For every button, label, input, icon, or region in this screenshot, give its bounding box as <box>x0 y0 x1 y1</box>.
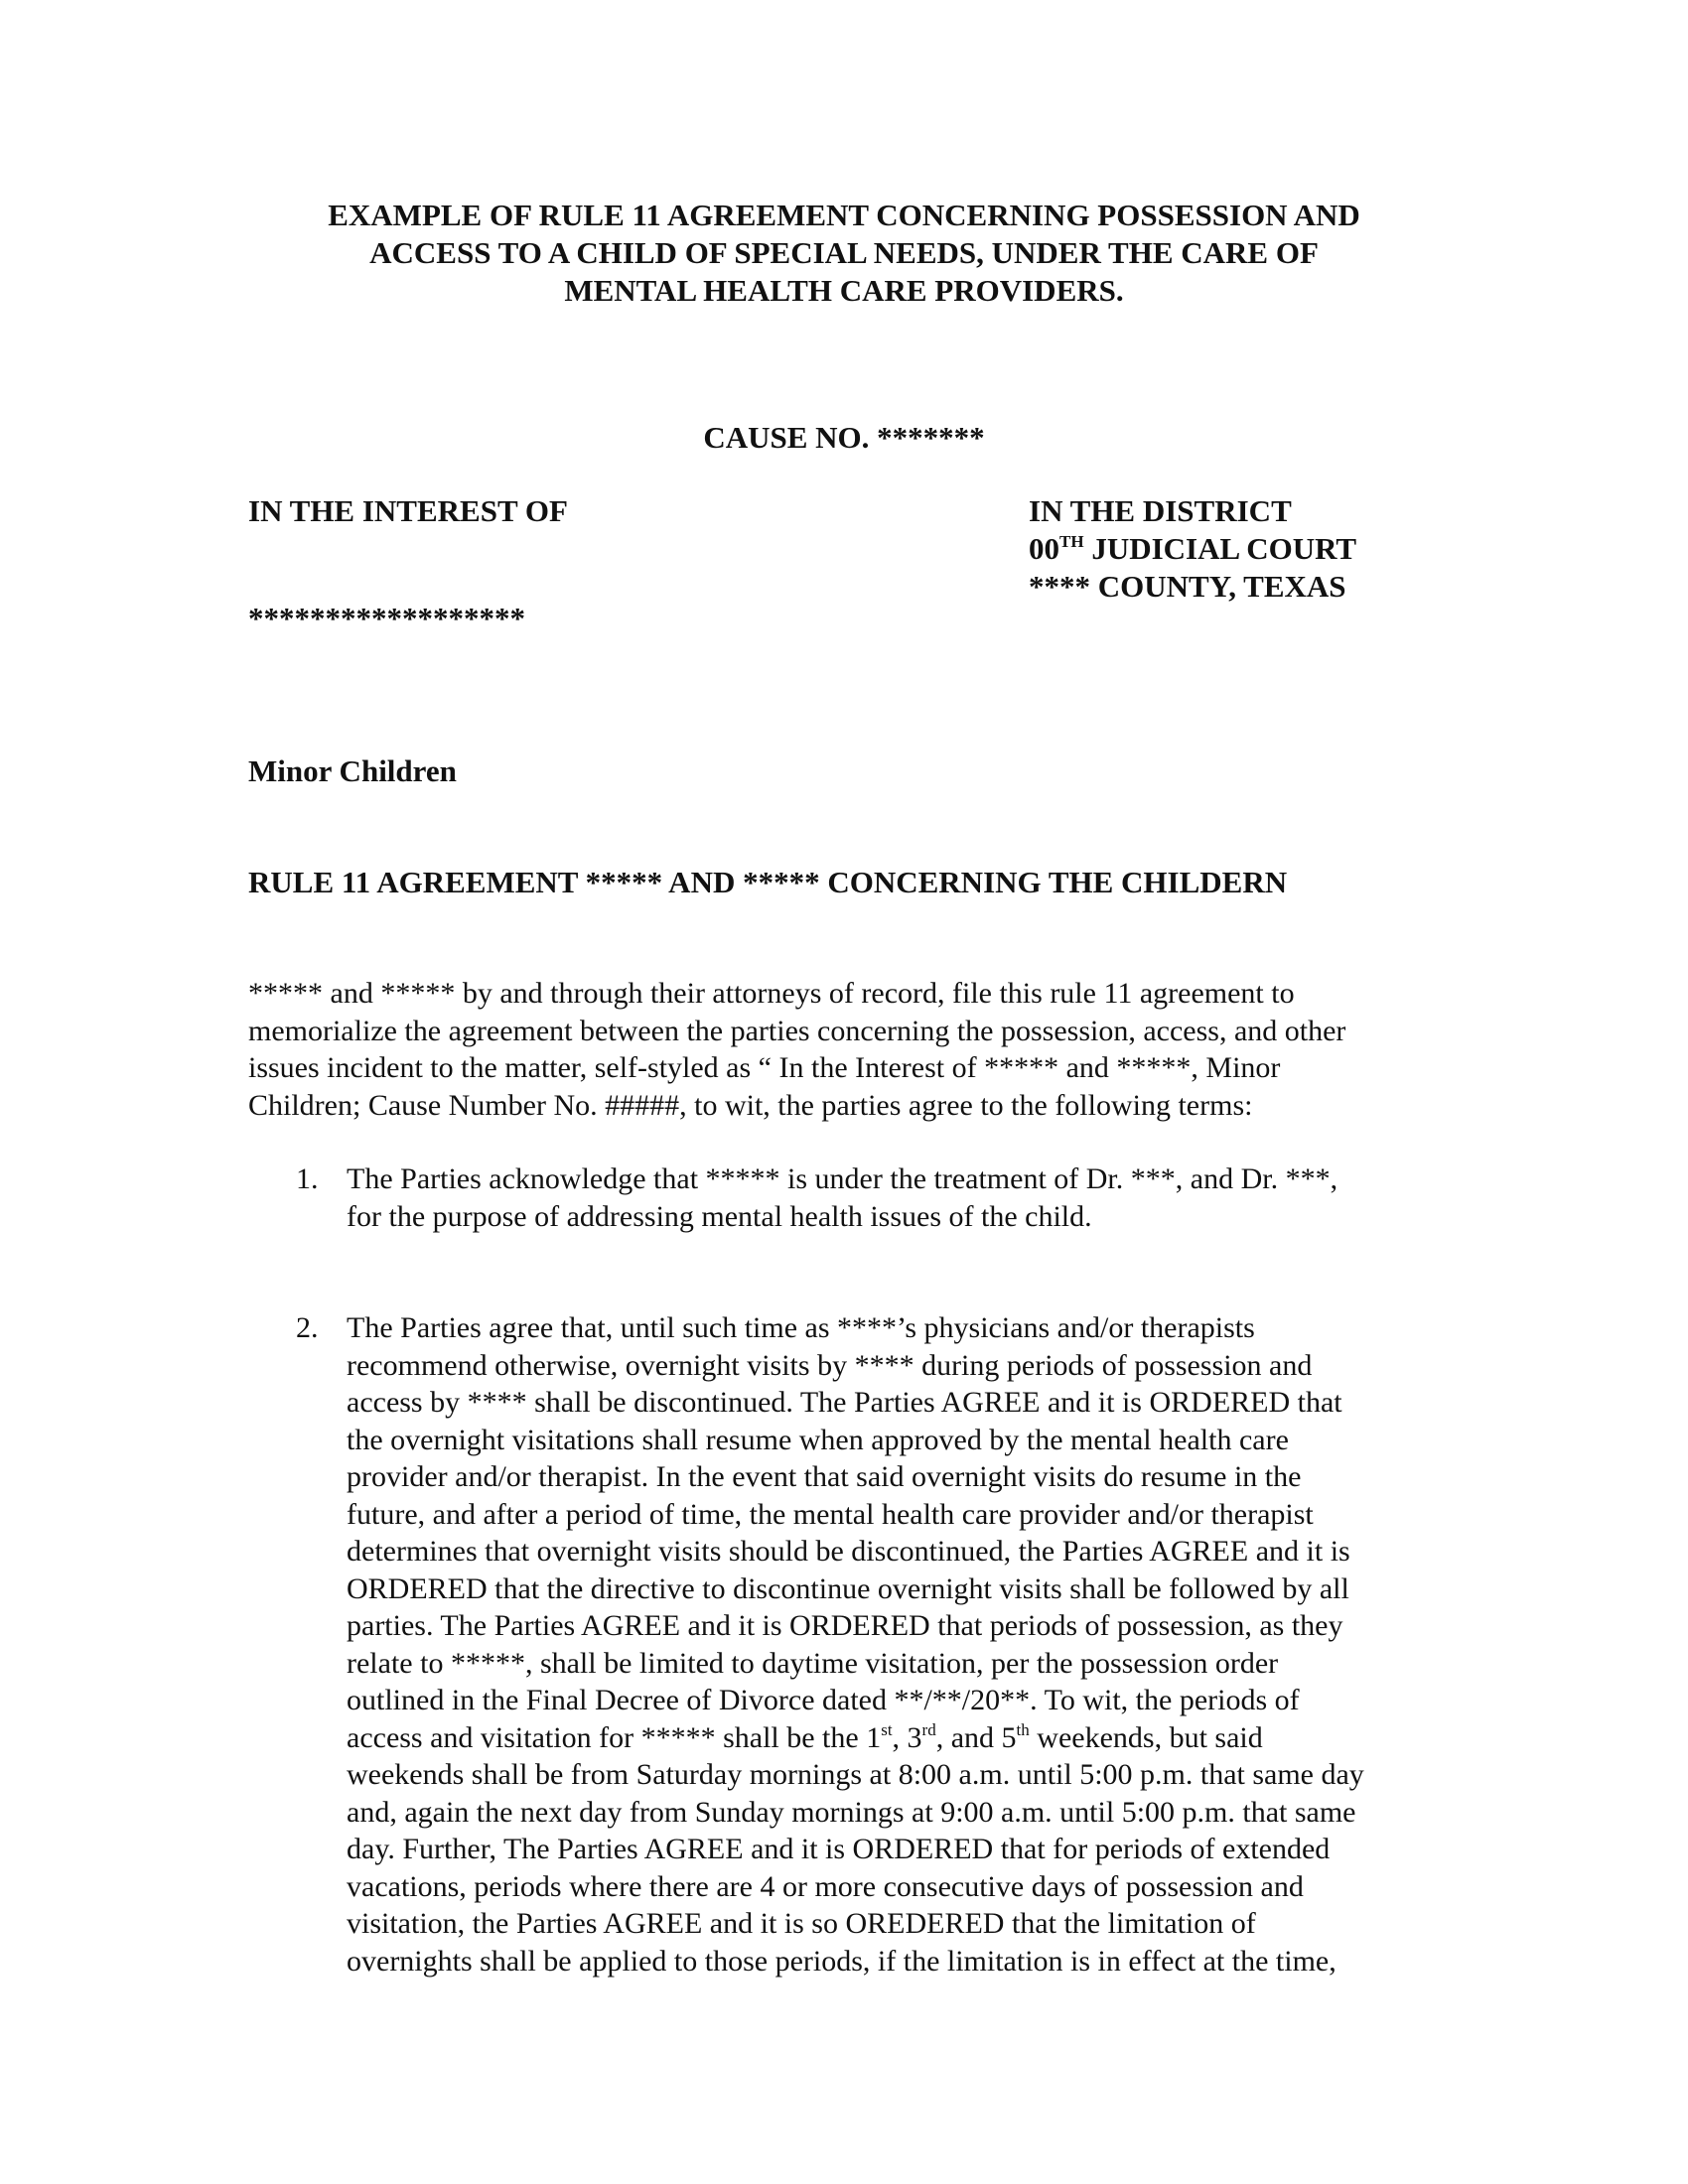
item-line: weekends shall be from Saturday mornings at 8:00 a.m. until 5:00 p.m. that same day <box>347 1758 1364 1791</box>
paragraph-line: Children; Cause Number No. #####, to wit, the parties agree to the following terms: <box>248 1088 1253 1122</box>
item-line: day. Further, The Parties AGREE and it is ORDERED that for periods of extended <box>347 1833 1331 1865</box>
item-line: vacations, periods where there are 4 or more consecutive days of possession and <box>347 1869 1304 1903</box>
item-line: recommend otherwise, overnight visits by **** during periods of possession and <box>347 1348 1313 1382</box>
title-line: EXAMPLE OF RULE 11 AGREEMENT CONCERNING POSSESSION AND <box>328 198 1360 232</box>
item-line: overnights shall be applied to those periods, if the limitation is in effect at the time, <box>347 1944 1336 1978</box>
intro-paragraph <box>248 975 1345 1124</box>
document-title <box>248 197 1440 310</box>
item-line: provider and/or therapist. In the event that said overnight visits do resume in the <box>347 1460 1302 1493</box>
item-line: the overnight visitations shall resume when approved by the mental health care <box>347 1423 1289 1456</box>
item-line: visitation, the Parties AGREE and it is so OREDERED that the limitation of <box>347 1907 1256 1940</box>
list-item-number: 2. <box>296 1311 319 1344</box>
agreement-heading: RULE 11 AGREEMENT ***** AND ***** CONCERNING THE CHILDERN <box>248 865 1288 899</box>
cause-number: CAUSE NO. ******* <box>703 420 985 455</box>
caption-left-heading: IN THE INTEREST OF <box>248 493 568 528</box>
item-line: future, and after a period of time, the mental health care provider and/or therapist <box>347 1497 1314 1531</box>
court-line-judicial: 00TH JUDICIAL COURT <box>1029 531 1357 566</box>
item-line: access by **** shall be discontinued. The Parties AGREE and it is ORDERED that <box>347 1386 1342 1419</box>
item-line: ORDERED that the directive to discontinue overnight visits shall be followed by all <box>347 1571 1349 1605</box>
caption-court-block <box>1029 492 1356 606</box>
item-line: access and visitation for ***** shall be the 1st, 3rd, and 5th weekends, but said <box>347 1719 1263 1754</box>
court-line-county: **** COUNTY, TEXAS <box>1029 569 1346 604</box>
list-item-number: 1. <box>296 1162 319 1195</box>
minor-children-label: Minor Children <box>248 753 457 788</box>
item-line: parties. The Parties AGREE and it is ORDERED that periods of possession, as they <box>347 1609 1343 1642</box>
paragraph-line: memorialize the agreement between the parties concerning the possession, access, and other <box>248 1014 1346 1047</box>
list-item-text <box>347 1309 1364 1979</box>
item-line: The Parties agree that, until such time as ****’s physicians and/or therapists <box>347 1311 1255 1344</box>
caption-child-name: ****************** <box>248 601 525 635</box>
paragraph-line: ***** and ***** by and through their attorneys of record, file this rule 11 agreement to <box>248 977 1295 1010</box>
item-line: The Parties acknowledge that ***** is under the treatment of Dr. ***, and Dr. ***, <box>347 1162 1338 1195</box>
title-line: ACCESS TO A CHILD OF SPECIAL NEEDS, UNDER THE CARE OF <box>369 235 1319 270</box>
item-line: relate to *****, shall be limited to daytime visitation, per the possession order <box>347 1646 1279 1680</box>
court-line-district: IN THE DISTRICT <box>1029 493 1292 528</box>
item-line: and, again the next day from Sunday mornings at 9:00 a.m. until 5:00 p.m. that same <box>347 1795 1356 1829</box>
paragraph-line: issues incident to the matter, self-styled as “ In the Interest of ***** and *****, Minor <box>248 1051 1281 1084</box>
list-item-text <box>347 1160 1337 1235</box>
item-line: outlined in the Final Decree of Divorce dated **/**/20**. To wit, the periods of <box>347 1684 1300 1716</box>
item-line: determines that overnight visits should be discontinued, the Parties AGREE and it is <box>347 1535 1350 1568</box>
title-line: MENTAL HEALTH CARE PROVIDERS. <box>564 273 1124 308</box>
item-line: for the purpose of addressing mental health issues of the child. <box>347 1199 1092 1233</box>
